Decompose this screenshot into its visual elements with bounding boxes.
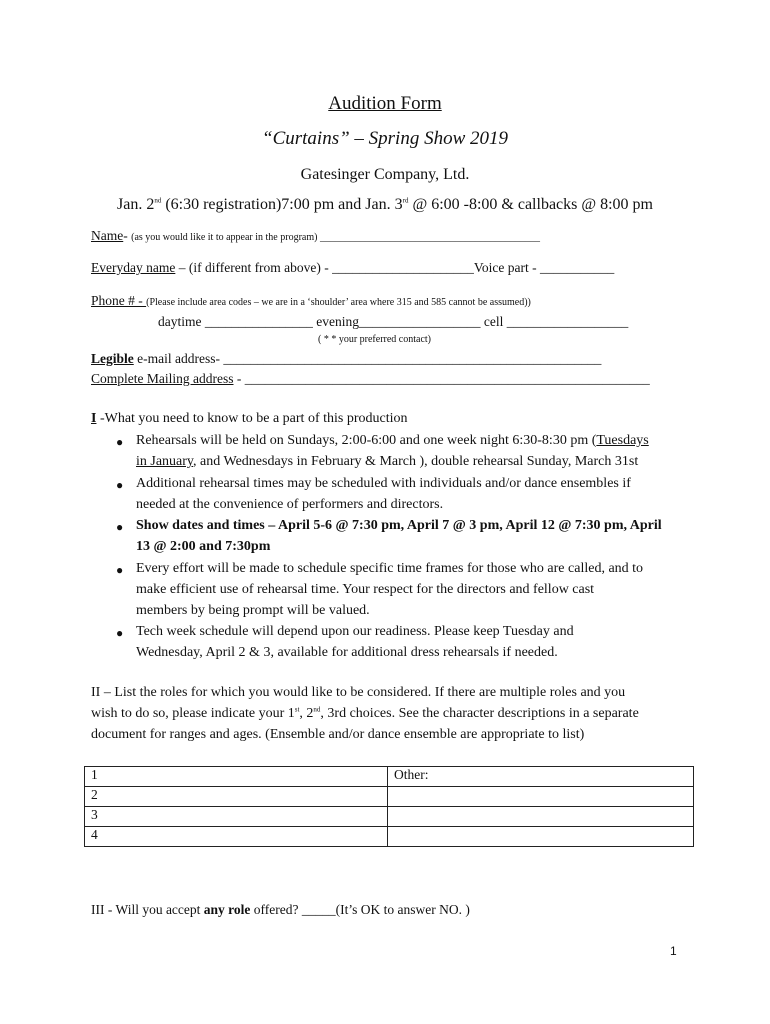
additional-rehearsal-text-2: needed at the convenience of performers and directors.	[136, 497, 444, 512]
additional-rehearsal-text: Additional rehearsal times may be scheduled with individuals and/or dance ensembles if	[136, 476, 631, 491]
table-row	[85, 767, 694, 787]
form-subtitle: “Curtains” – Spring Show 2019	[262, 128, 508, 149]
role-choice-1[interactable]: 1	[85, 767, 388, 787]
section-2-line-2: wish to do so, please indicate your 1st, 2nd, 3rd choices. See the character descriptions in a separate	[91, 705, 639, 721]
section-1-heading: I -What you need to know to be a part of this production	[91, 411, 408, 426]
other-role-cell[interactable]: Other:	[388, 767, 694, 787]
other-role-cell-2[interactable]	[388, 787, 694, 807]
show-dates-text: Show dates and times – April 5-6 @ 7:30 pm, April 7 @ 3 pm, April 12 @ 7:30 pm, April	[136, 518, 662, 533]
role-choice-3[interactable]: 3	[85, 807, 388, 827]
rehearsal-schedule-text-2: in January, and Wednesdays in February & March ), double rehearsal Sunday, March 31st	[136, 454, 639, 469]
show-dates-text-2: 13 @ 2:00 and 7:30pm	[136, 539, 271, 554]
section-2-line-3: document for ranges and ages. (Ensemble and/or dance ensemble are appropriate to list)	[91, 727, 585, 742]
tech-week-text: Tech week schedule will depend upon our readiness. Please keep Tuesday and	[136, 624, 574, 639]
role-choice-2[interactable]: 2	[85, 787, 388, 807]
bullet-icon: ●	[116, 478, 124, 492]
bullet-icon: ●	[116, 626, 124, 640]
other-role-cell-3[interactable]	[388, 807, 694, 827]
bullet-icon: ●	[116, 563, 124, 577]
mailing-address-field[interactable]: Complete Mailing address - ____________________________________________________________	[91, 371, 650, 386]
scheduling-effort-text: Every effort will be made to schedule specific time frames for those who are called, and to	[136, 561, 644, 576]
roles-table	[84, 766, 694, 847]
everyday-name-field[interactable]: Everyday name – (if different from above) - _____________________Voice part - ___________	[91, 260, 615, 275]
page-number: 1	[670, 944, 677, 958]
bullet-icon: ●	[116, 520, 124, 534]
section-3-question[interactable]: III - Will you accept any role offered? _____(It’s OK to answer NO. )	[91, 902, 470, 917]
section-2-line-1: II – List the roles for which you would like to be considered. If there are multiple roles and you	[91, 685, 626, 700]
form-title: Audition Form	[328, 93, 442, 114]
phone-field[interactable]: Phone # - (Please include area codes – we are in a ‘shoulder’ area where 315 and 585 cannot be assumed))	[91, 293, 531, 308]
table-row	[85, 807, 694, 827]
rehearsal-schedule-text: Rehearsals will be held on Sundays, 2:00-6:00 and one week night 6:30-8:30 pm (Tuesdays	[136, 433, 649, 448]
company-name: Gatesinger Company, Ltd.	[300, 166, 470, 183]
tech-week-text-2: Wednesday, April 2 & 3, available for additional dress rehearsals if needed.	[136, 645, 558, 660]
table-row	[85, 787, 694, 807]
audition-dates: Jan. 2nd (6:30 registration)7:00 pm and Jan. 3rd @ 6:00 -8:00 & callbacks @ 8:00 pm	[116, 196, 653, 213]
bullet-icon: ●	[116, 435, 124, 449]
table-row	[85, 827, 694, 847]
preferred-contact-note: ( * * your preferred contact)	[318, 334, 431, 345]
other-role-cell-4[interactable]	[388, 827, 694, 847]
name-field[interactable]: Name- (as you would like it to appear in the program) ____________________________________________	[91, 228, 540, 243]
phone-numbers-line[interactable]: daytime ________________ evening__________________ cell __________________	[158, 314, 629, 329]
email-field[interactable]: Legible e-mail address- ________________________________________________________	[91, 351, 602, 366]
scheduling-effort-text-2: make efficient use of rehearsal time. Your respect for the directors and fellow cast	[136, 582, 595, 597]
scheduling-effort-text-3: members by being prompt will be valued.	[136, 603, 370, 618]
role-choice-4[interactable]: 4	[85, 827, 388, 847]
